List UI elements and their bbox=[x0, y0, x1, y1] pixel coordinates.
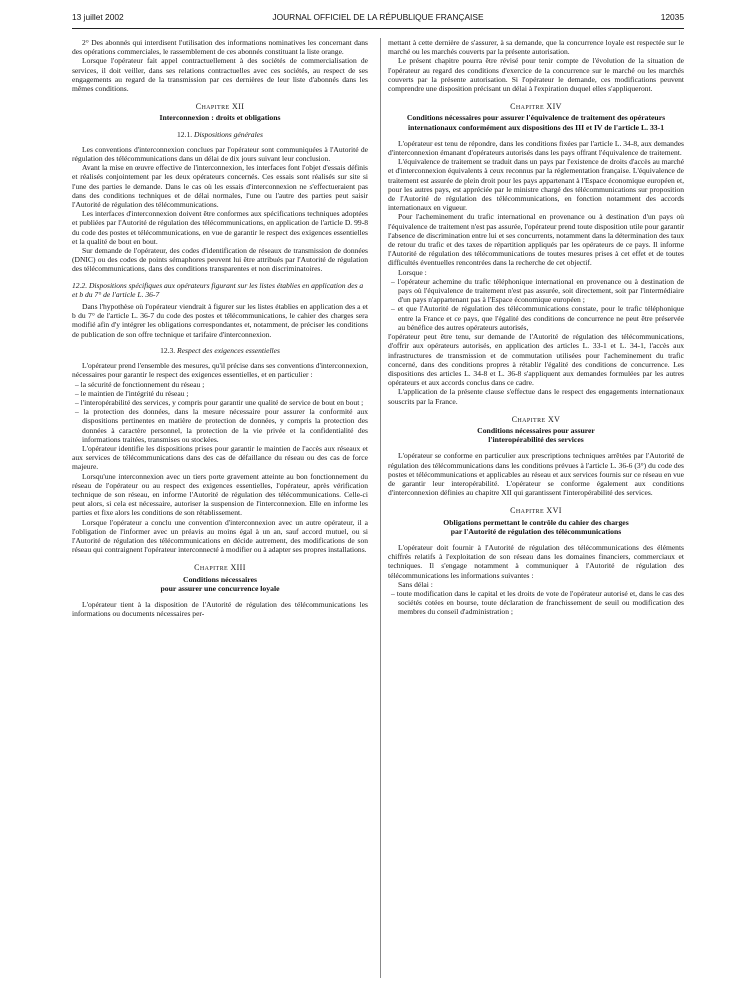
paragraph: Les interfaces d'interconnexion doivent être conformes aux spécifications techniques adoptées et publiées par l'Autorité de régulation des télécommunications, en application de l'article D. 99-8 du code des postes et télécommunications, en vue de garantir le respect des exigences essentielles et la qualité de bout en bout. bbox=[72, 209, 368, 246]
chapter-heading: Chapitre XVI bbox=[510, 506, 562, 516]
chapter-title: Interconnexion : droits et obligations bbox=[159, 113, 281, 123]
chapter-title: l'interopérabilité des services bbox=[488, 435, 584, 445]
paragraph: Le présent chapitre pourra être révisé pour tenir compte de l'évolution de la situation de l'opérateur au regard des conditions d'exercice de la concurrence sur le marché ou les marchés couverts par la présente autorisation. Si l'opérateur le demande, ces modifications peuvent comprendre une disposition précisant un délai à l'expiration duquel elles s'appliqueront. bbox=[388, 56, 684, 94]
chapter-title: Conditions nécessaires pour assurer l'équivalence de traitement des opérateurs internationaux conformément aux dispositions des III et IV de l'article L. 33-1 bbox=[406, 113, 666, 132]
requirements-list bbox=[72, 380, 368, 444]
section-heading bbox=[72, 346, 368, 355]
paragraph: Lorsque l'opérateur fait appel contractuellement à des sociétés de commercialisation de services, il doit veiller, dans ses relations contractuelles avec ces sociétés, au respect de ses engagements au regard de la transmission par ces dernières de leur liste d'abonnés dans les mêmes conditions. bbox=[72, 56, 368, 94]
section-heading bbox=[72, 130, 368, 139]
list-item: – et que l'Autorité de régulation des télécommunications constate, pour le trafic téléphonique entre la France et ce pays, que l'égalité des conditions de concurrence ne peut être préservée au bénéfice des autres opérateurs autorisés, bbox=[388, 304, 684, 332]
paragraph: Lorsque : bbox=[398, 267, 427, 277]
section-title: Respect des exigences essentielles bbox=[177, 345, 280, 355]
paragraph: L'opérateur est tenu de répondre, dans les conditions fixées par l'article L. 34-8, aux demandes d'interconnexion émanant d'opérateurs autorisés dans les pays offrant l'équivalence de traitement. bbox=[388, 138, 684, 158]
list-item: – la protection des données, dans la mesure nécessaire pour assurer la conformité aux dispositions pertinentes en matière de protection de données, y compris la protection des données à caractère personnel, la protection de la vie privée et la confidentialité des informations traitées, transmises ou stockées. bbox=[72, 407, 368, 444]
section-number: 12.3. bbox=[160, 345, 176, 355]
chapter-title: Conditions nécessaires bbox=[183, 574, 257, 584]
column-divider bbox=[380, 38, 381, 978]
chapter-heading: Chapitre XIII bbox=[194, 563, 246, 573]
paragraph: L'équivalence de traitement se traduit dans un pays par l'existence de droits d'accès au marché et d'interconnexion équivalents à ceux reconnus par la réglementation française. L'équivalence de traitement est assurée de plein droit pour les pays appartenant à l'Espace économique européen et, pour les autres pays, est appréciée par le ministre chargé des télécommunications sur proposition de l'Autorité de régulation des télécommunications, en fonction notamment des accords internationaux en vigueur. bbox=[388, 157, 684, 213]
page-header bbox=[72, 12, 684, 26]
paragraph: L'opérateur prend l'ensemble des mesures, qu'il précise dans ses conventions d'interconnexion, nécessaires pour garantir le respect des exigences essentielles, et en particulier : bbox=[72, 361, 368, 380]
chapter-title: Conditions nécessaires pour assurer bbox=[477, 425, 595, 435]
chapter-heading: Chapitre XIV bbox=[510, 102, 562, 112]
paragraph: L'opérateur se conforme en particulier aux prescriptions techniques arrêtées par l'Autorité de régulation des télécommunications dans les conditions prévues à l'article L. 36-6 (3°) du code des postes et télécommunications et applicables au réseau et aux services fournis sur ce réseau en vue de garantir leur interopérabilité. L'opérateur se conforme également aux conditions d'interconnexion définies au chapitre XII qui garantissent l'interopérabilité des services. bbox=[388, 451, 684, 498]
chapter-title: pour assurer une concurrence loyale bbox=[160, 583, 280, 593]
list-item: – l'opérateur achemine du trafic téléphonique international en provenance ou à destination de pays où l'équivalence de traitement n'est pas assurée, soit directement, soit par l'intermédiaire d'un pays n'appartenant pas à l'Espace économique européen ; bbox=[388, 277, 684, 305]
list-item: – l'interopérabilité des services, y compris pour garantir une qualité de service de bout en bout ; bbox=[72, 398, 368, 407]
chapter-title: par l'Autorité de régulation des télécommunications bbox=[450, 526, 622, 536]
paragraph: Avant la mise en œuvre effective de l'interconnexion, les interfaces font l'objet d'essais définis et réalisés conjointement par les deux opérateurs concernés. Ces essais sont réalisés sur site si l'une des parties le demande. Dans le cas où les essais d'interconnexion ne s'effectueraient pas dans des conditions techniques et de délai normales, l'une ou l'autre des parties peut saisir l'Autorité de régulation des télécommunications. bbox=[72, 163, 368, 210]
paragraph: Sans délai : bbox=[398, 579, 433, 589]
paragraph: mettant à cette dernière de s'assurer, à sa demande, que la concurrence loyale est respectée sur le marché ou les marchés couverts par la présente autorisation. bbox=[388, 38, 684, 57]
conditions-list bbox=[388, 277, 684, 332]
paragraph: L'opérateur tient à la disposition de l'Autorité de régulation des télécommunications les informations ou documents nécessaires per- bbox=[72, 599, 368, 619]
obligations-list bbox=[388, 589, 684, 617]
chapter-heading: Chapitre XII bbox=[195, 102, 245, 112]
left-column bbox=[72, 38, 368, 618]
header-page-number: 12035 bbox=[660, 12, 684, 22]
paragraph: Sur demande de l'opérateur, des codes d'identification de réseaux de transmission de données (DNIC) ou des codes de points sémaphores peuvent lui être attribués par l'Autorité de régulation des télécommunications, dans des conditions transparentes et non discriminatoires. bbox=[72, 246, 368, 274]
paragraph: 2° Des abonnés qui interdisent l'utilisation des informations nominatives les concernant dans des opérations commerciales, le rassemblement de ces abonnés constituant la liste orange. bbox=[72, 38, 368, 57]
header-rule bbox=[72, 28, 684, 29]
list-item: – la sécurité de fonctionnement du réseau ; bbox=[72, 380, 368, 389]
paragraph: L'application de la présente clause s'effectue dans le respect des engagements internationaux souscrits par la France. bbox=[388, 387, 684, 406]
header-date: 13 juillet 2002 bbox=[72, 12, 124, 22]
chapter-heading: Chapitre XV bbox=[511, 414, 561, 424]
paragraph: Lorsque l'opérateur a conclu une convention d'interconnexion avec un autre opérateur, il a l'obligation de l'informer avec un préavis au moins égal à un an, sauf accord mutuel, ou si l'Autorité de régulation des télécommunications en décide autrement, des modifications de son réseau qui contraignent l'opérateur interconnecté à modifier ou à adapter ses propres installations. bbox=[72, 517, 368, 555]
list-item: – le maintien de l'intégrité du réseau ; bbox=[72, 389, 368, 398]
chapter-title: Obligations permettant le contrôle du cahier des charges bbox=[443, 517, 629, 527]
paragraph: Dans l'hypothèse où l'opérateur viendrait à figurer sur les listes établies en application des a et b du 7° de l'article L. 36-7 du code des postes et télécommunications, le cahier des charges sera modifié afin d'y intégrer les obligations correspondantes et, notamment, de préciser les conditions de publication de son offre technique et tarifaire d'interconnexion. bbox=[72, 302, 368, 339]
section-number: 12.1. bbox=[177, 129, 193, 139]
paragraph: L'opérateur doit fournir à l'Autorité de régulation des télécommunications des éléments chiffrés relatifs à l'exploitation de son réseau dans les domaines financiers, commerciaux et techniques. Il s'engage notamment à communiquer à l'Autorité de régulation des télécommunications les informations suivantes : bbox=[388, 542, 684, 580]
paragraph: Les conventions d'interconnexion conclues par l'opérateur sont communiquées à l'Autorité de régulation des télécommunications dans un délai de dix jours suivant leur conclusion. bbox=[72, 144, 368, 164]
list-item: – toute modification dans le capital et les droits de vote de l'opérateur autorisé et, dans le cas des sociétés cotées en bourse, toute déclaration de franchissement de seuil ou modification des membres du conseil d'administration ; bbox=[388, 589, 684, 617]
section-title: Dispositions générales bbox=[194, 129, 263, 139]
header-journal-title: JOURNAL OFFICIEL DE LA RÉPUBLIQUE FRANÇAISE bbox=[272, 12, 484, 22]
paragraph: L'opérateur identifie les dispositions prises pour garantir le maintien de l'accès aux réseaux et aux services de télécommunications dans des cas de défaillance du réseau ou des cas de force majeure. bbox=[72, 443, 368, 472]
paragraph: Lorsqu'une interconnexion avec un tiers porte gravement atteinte au bon fonctionnement du réseau de l'opérateur ou au respect des exigences essentielles, l'opérateur, après vérification technique de son réseau, en informe l'Autorité de régulation des télécommunications. Celle-ci peut alors, si cela est nécessaire, autoriser la suspension de l'interconnexion. Elle en informe les parties et fixe alors les conditions de son rétablissement. bbox=[72, 471, 368, 518]
paragraph: l'opérateur peut être tenu, sur demande de l'Autorité de régulation des télécommunications, d'offrir aux opérateurs autorisés, en application des articles L. 33-1 et L. 34-1, l'accès aux infrastructures de transmission et de commutation utilisées pour l'acheminement du trafic concerné, dans des conditions propres à rétablir l'égalité des conditions de concurrence. Les dispositions des articles L. 34-8 et L. 36-8 s'appliquent aux demandes formulées par les autres opérateurs et aux accords conclus dans ce cadre. bbox=[388, 332, 684, 388]
right-column bbox=[388, 38, 684, 617]
section-heading: 12.2. Dispositions spécifiques aux opérateurs figurant sur les listes établies en application des a et b du 7° de l'article L. 36-7 bbox=[72, 280, 364, 299]
paragraph: Pour l'acheminement du trafic international en provenance ou à destination d'un pays où l'équivalence de traitement n'est pas assurée, l'opérateur prend toute disposition utile pour garantir l'absence de discrimination entre lui et ses concurrents, notamment dans la détermination des taux de retour du trafic et des taxes de répartition appliqués par les opérateurs de ce pays. Il informe l'Autorité de régulation des télécommunications de toutes mesures prises à cet effet et de toutes difficultés éventuelles rencontrées dans la recherche de cet objectif. bbox=[388, 212, 684, 268]
